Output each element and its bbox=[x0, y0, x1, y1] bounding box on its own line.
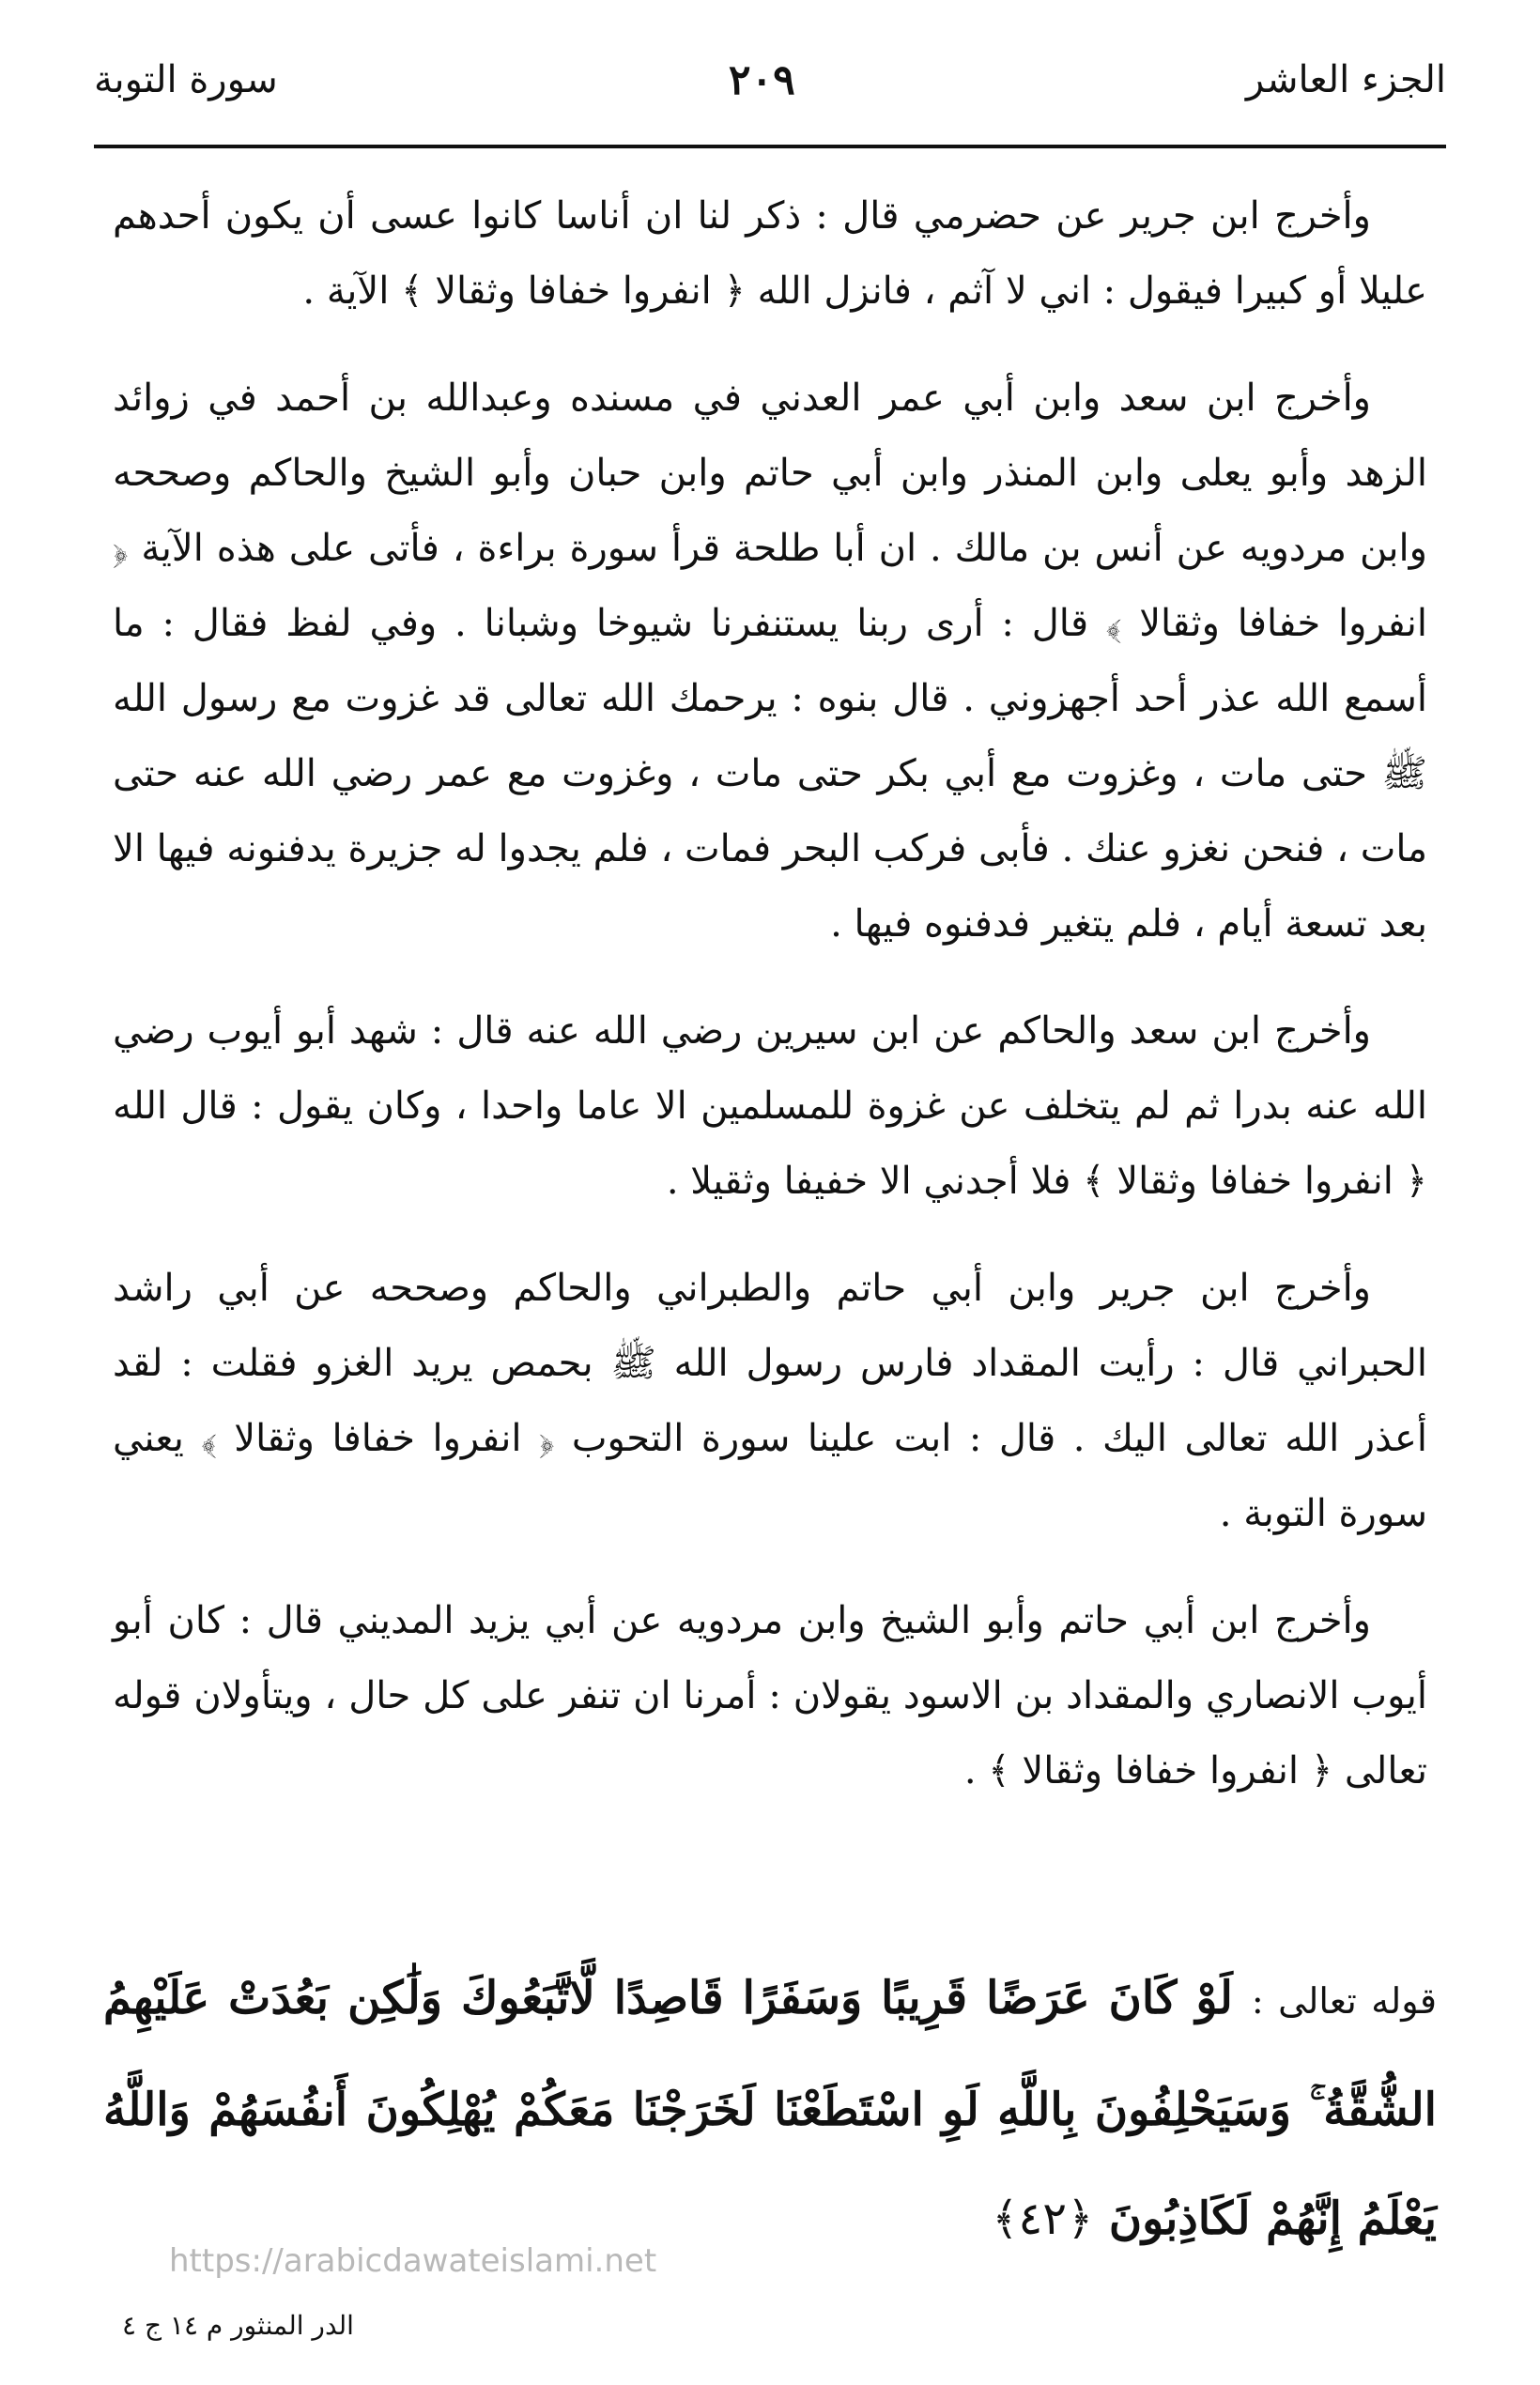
running-header bbox=[94, 47, 1446, 113]
paragraph: وأخرج ابن جرير وابن أبي حاتم والطبراني والحاكم وصححه عن أبي راشد الحبراني قال : رأيت المقداد فارس رسول الله ﷺ بحمص يريد الغزو فقلت : لقد أعذر الله تعالى اليك . قال : ابت علينا سورة التحوب ﴿ انفروا خفافا وثقالا ﴾ يعني سورة التوبة . bbox=[113, 1267, 1427, 1535]
paragraph: وأخرج ابن أبي حاتم وأبو الشيخ وابن مردويه عن أبي يزيد المديني قال : كان أبو أيوب الانصاري والمقداد بن الاسود يقولان : أمرنا ان تنفر على كل حال ، ويتأولان قوله تعالى ﴿ انفروا خفافا وثقالا ﴾ . bbox=[113, 1599, 1427, 1793]
verse-text: لَوْ كَانَ عَرَضًا قَرِيبًا وَسَفَرًا قَاصِدًا لَّاتَّبَعُوكَ وَلَٰكِن بَعُدَتْ عَلَيْهِمُ الشُّقَّةُ ۚ وَسَيَحْلِفُونَ بِاللَّهِ لَوِ اسْتَطَعْنَا لَخَرَجْنَا مَعَكُمْ يُهْلِكُونَ أَنفُسَهُمْ وَاللَّهُ يَعْلَمُ إِنَّهُمْ لَكَاذِبُونَ bbox=[103, 1972, 1438, 2245]
header-juz: الجزء العاشر bbox=[1245, 58, 1446, 101]
paragraph: وأخرج ابن سعد وابن أبي عمر العدني في مسنده وعبدالله بن أحمد في زوائد الزهد وأبو يعلى وابن المنذر وابن أبي حاتم وابن حبان وأبو الشيخ والحاكم وصححه وابن مردويه عن أنس بن مالك . ان أبا طلحة قرأ سورة براءة ، فأتى على هذه الآية ﴿ انفروا خفافا وثقالا ﴾ قال : أرى ربنا يستنفرنا شيوخا وشبانا . وفي لفظ فقال : ما أسمع الله عذر أحد أجهزوني . قال بنوه : يرحمك الله تعالى قد غزوت مع رسول الله ﷺ حتى مات ، وغزوت مع أبي بكر حتى مات ، وغزوت مع عمر رضي الله عنه حتى مات ، فنحن نغزو عنك . فأبى فركب البحر فمات ، فلم يجدوا له جزيرة يدفنونه فيها الا بعد تسعة أيام ، فلم يتغير فدفنوه فيها . bbox=[113, 377, 1427, 946]
verse-intro: قوله تعالى : bbox=[1251, 1980, 1437, 2022]
ayah-number: ﴿٤٢﴾ bbox=[992, 2193, 1094, 2245]
header-surah: سورة التوبة bbox=[94, 58, 278, 101]
watermark-url: https://arabicdawateislami.net bbox=[169, 2242, 657, 2280]
paragraph: وأخرج ابن سعد والحاكم عن ابن سيرين رضي الله عنه قال : شهد أبو أيوب رضي الله عنه بدرا ثم لم يتخلف عن غزوة للمسلمين الا عاما واحدا ، وكان يقول : قال الله ﴿ انفروا خفافا وثقالا ﴾ فلا أجدني الا خفيفا وثقيلا . bbox=[113, 1009, 1428, 1203]
paragraph: وأخرج ابن جرير عن حضرمي قال : ذكر لنا ان أناسا كانوا عسى أن يكون أحدهم عليلا أو كبيرا فيقول : اني لا آثم ، فانزل الله ﴿ انفروا خفافا وثقالا ﴾ الآية . bbox=[113, 194, 1427, 313]
header-rule bbox=[94, 145, 1446, 148]
quran-verse bbox=[103, 1944, 1437, 2273]
commentary-text bbox=[113, 178, 1427, 1840]
footer-signature: الدر المنثور م ١٤ ج ٤ bbox=[122, 2310, 354, 2341]
page-number: ٢٠٩ bbox=[728, 55, 795, 104]
